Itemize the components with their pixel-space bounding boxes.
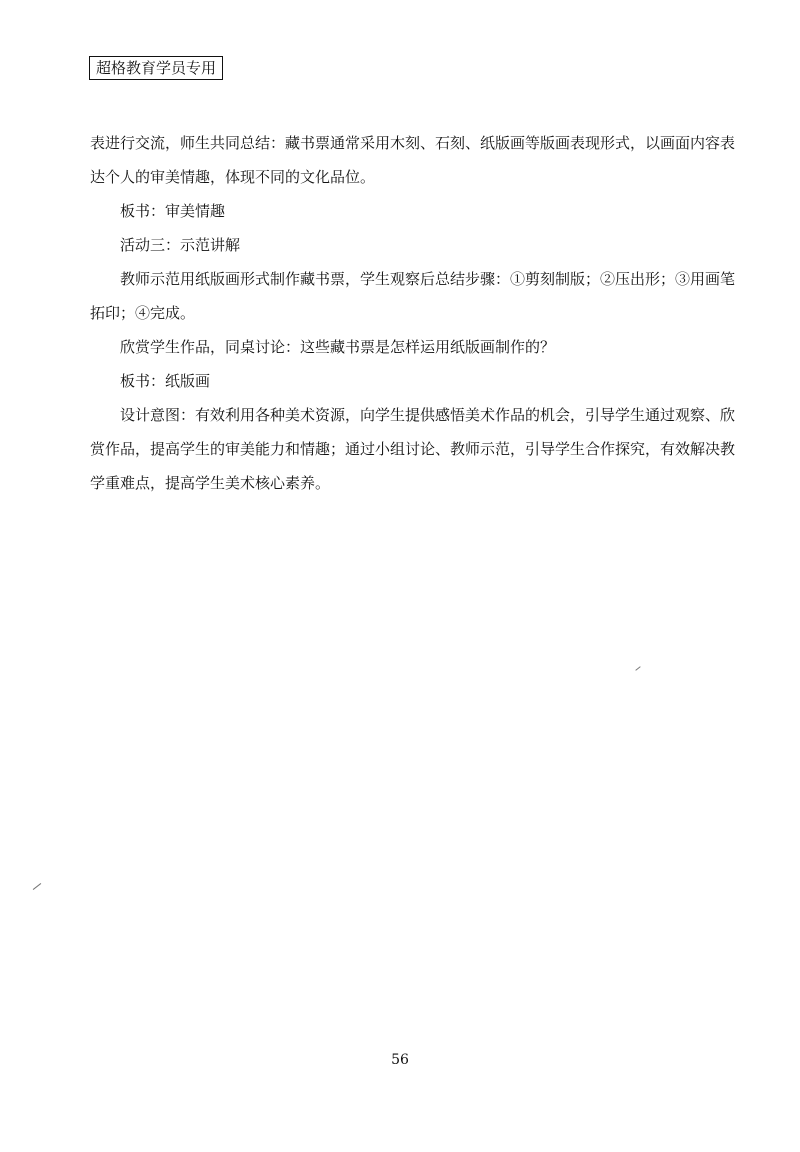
document-body (90, 126, 744, 500)
scan-mark (635, 666, 640, 670)
page-number: 56 (391, 1052, 409, 1068)
paragraph-demonstration: 教师示范用纸版画形式制作藏书票，学生观察后总结步骤：①剪刻制版；②压出形；③用画笔拓印；④完成。 (90, 270, 736, 322)
paragraph-design-intent: 设计意图：有效利用各种美术资源，向学生提供感悟美术作品的机会，引导学生通过观察、欣赏作品，提高学生的审美能力和情趣；通过小组讨论、教师示范，引导学生合作探究，有效解决教学重难点，提高学生美术核心素养。 (90, 406, 736, 492)
header-label: 超格教育学员专用 (89, 56, 223, 80)
paragraph-summary: 表进行交流，师生共同总结：藏书票通常采用木刻、石刻、纸版画等版画表现形式，以画面内容表达个人的审美情趣，体现不同的文化品位。 (90, 134, 736, 186)
paragraph-discussion: 欣赏学生作品，同桌讨论：这些藏书票是怎样运用纸版画制作的？ (120, 338, 556, 356)
scan-mark (33, 883, 41, 890)
paragraph-board-note-1: 板书：审美情趣 (120, 202, 226, 220)
paragraph-activity-three: 活动三：示范讲解 (120, 236, 241, 254)
paragraph-board-note-2: 板书：纸版画 (120, 372, 211, 390)
